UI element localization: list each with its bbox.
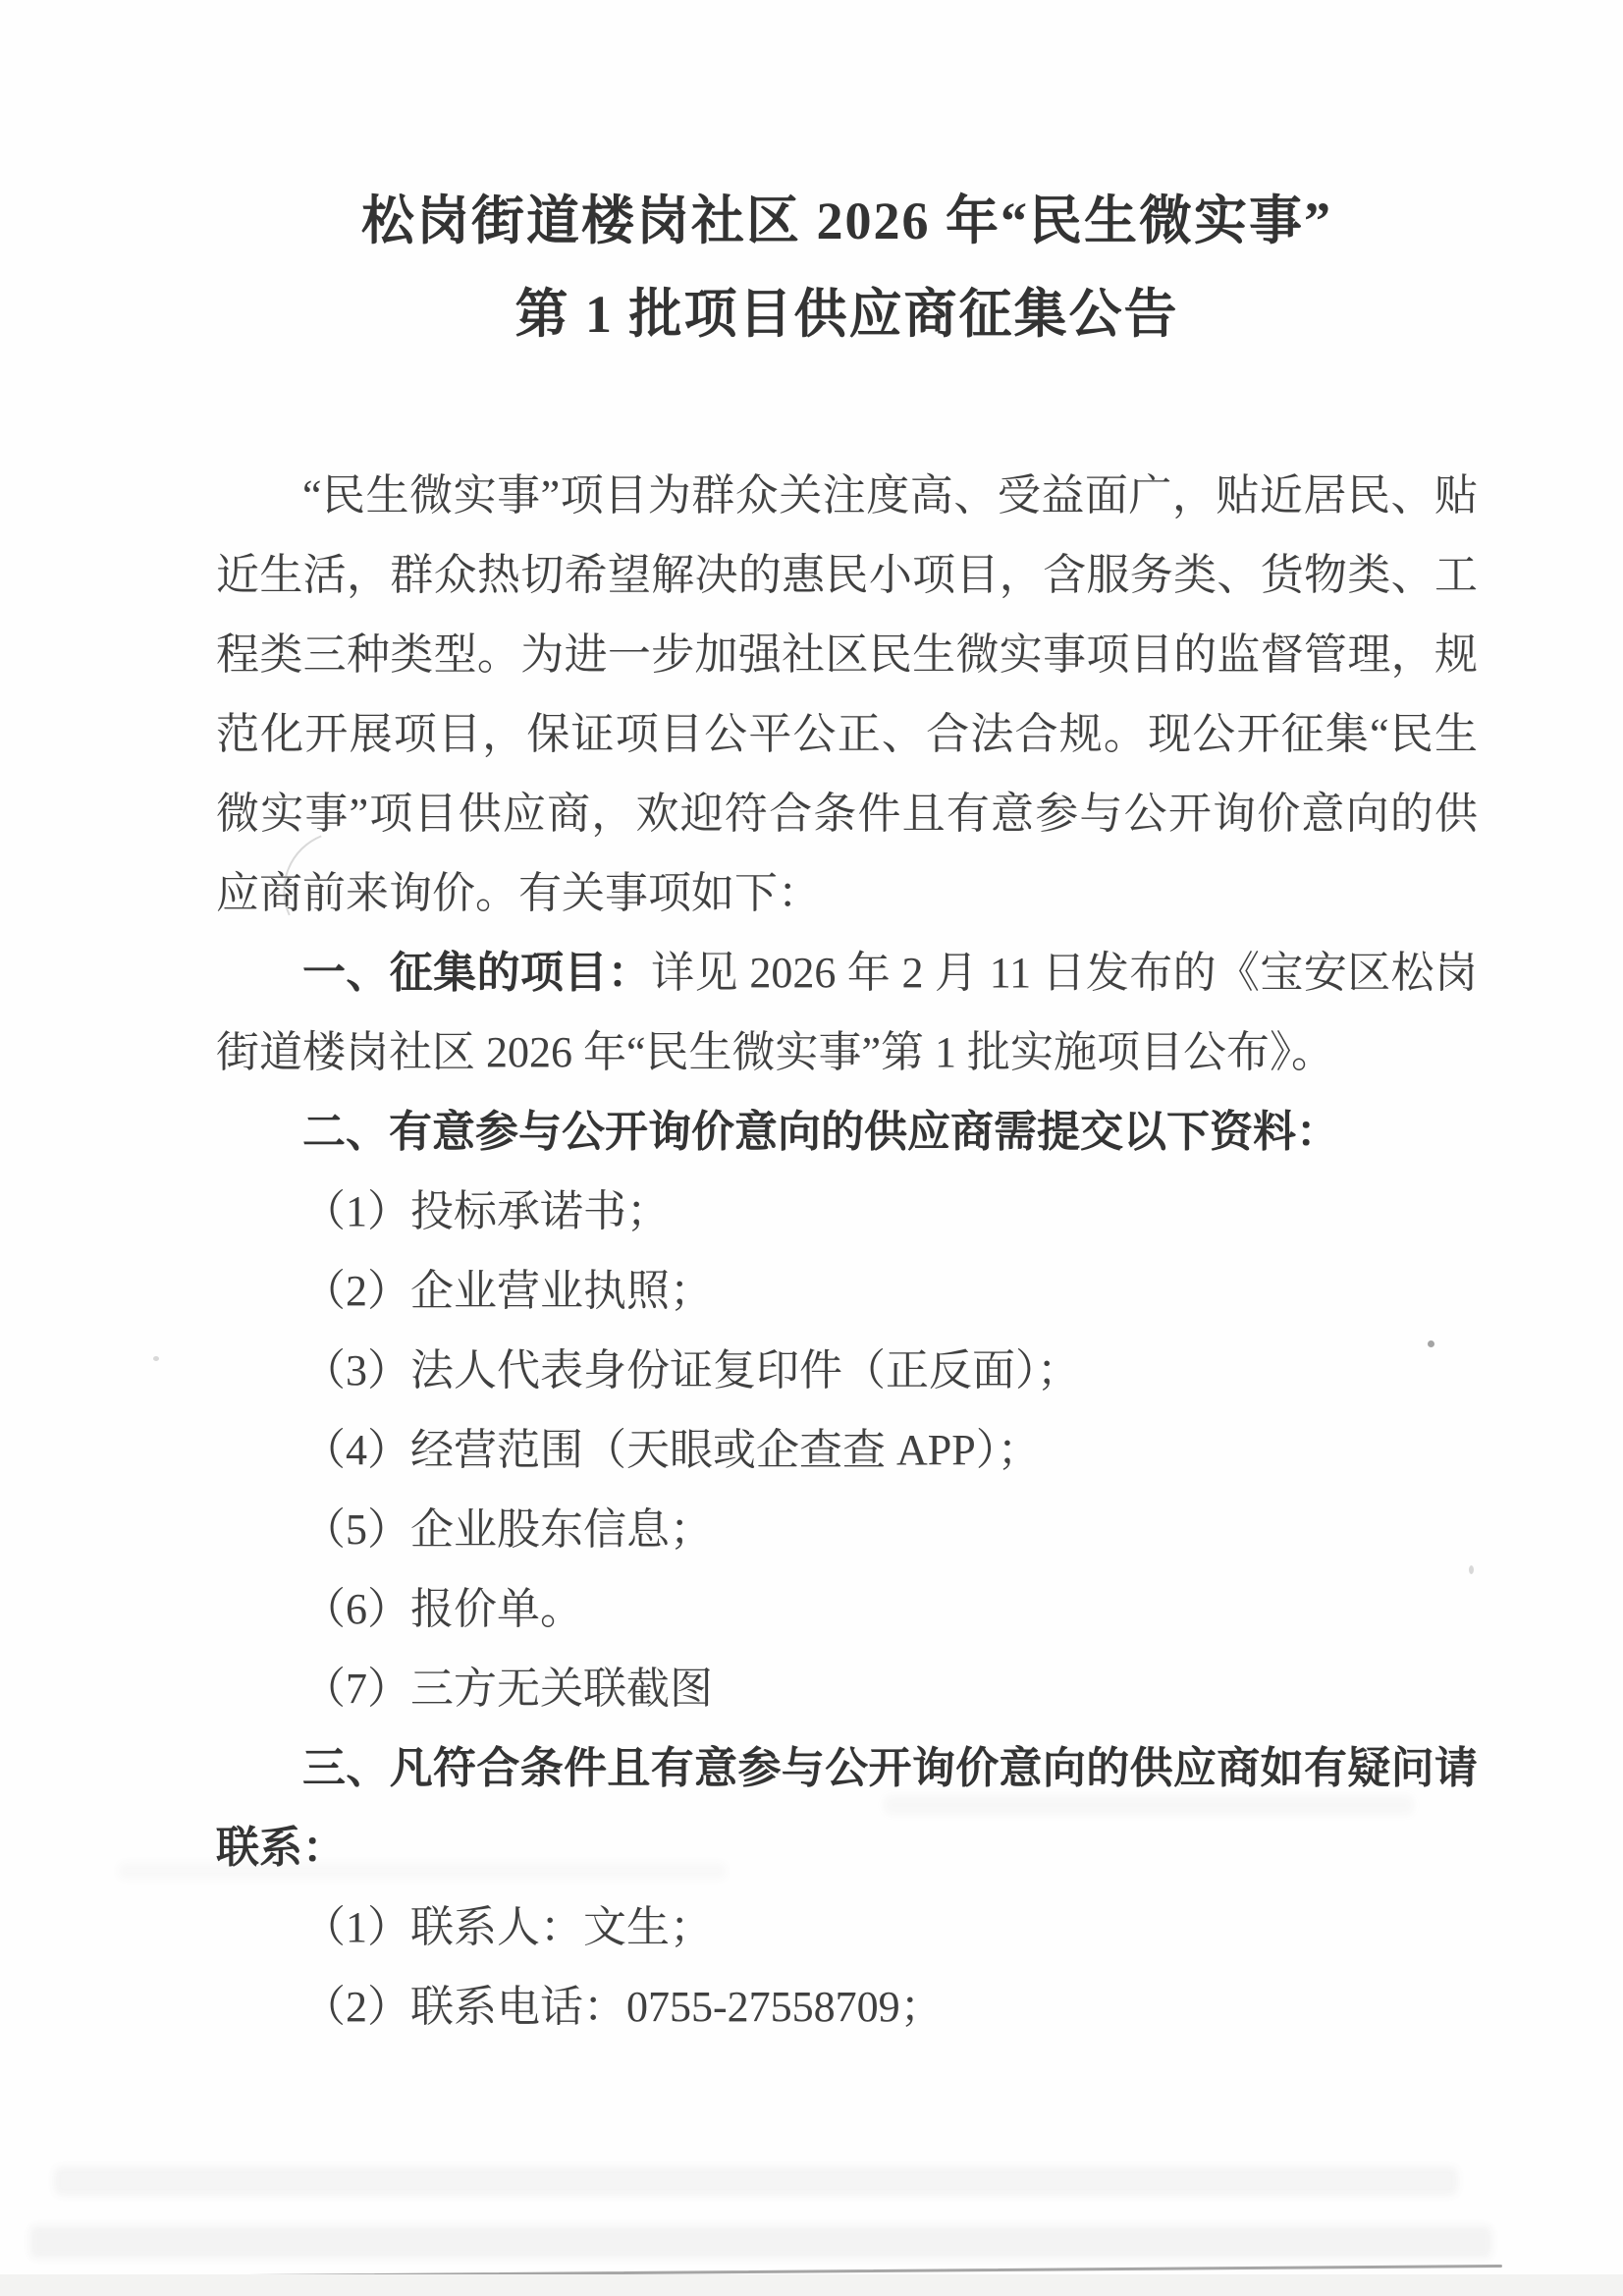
contact-phone-line: （2）联系电话：0755-27558709； <box>302 1983 944 2031</box>
document-title-line-1: 松岗街道楼岗社区 2026 年“民生微实事” <box>361 191 1332 250</box>
document-content <box>216 0 1478 2047</box>
intro-paragraph: “民生微实事”项目为群众关注度高、受益面广，贴近居民、贴近生活，群众热切希望解决的惠民小项目，含服务类、货物类、工程类三种类型。为进一步加强社区民生微实事项目的监督管理，规范化开展项目，保证项目公平公正、合法合规。现公开征集“民生微实事”项目供应商，欢迎符合条件且有意参与公开询价意向的供应商前来询价。有关事项如下： <box>216 471 1478 917</box>
requirement-item-6: （6）报价单。 <box>302 1585 583 1633</box>
scanner-background <box>0 2274 1623 2296</box>
requirement-item-1: （1）投标承诺书； <box>302 1187 670 1235</box>
section-2-heading: 二、有意参与公开询价意向的供应商需提交以下资料： <box>302 1108 1339 1156</box>
document-title-line-2: 第 1 批项目供应商征集公告 <box>514 285 1179 344</box>
scan-bleedthrough-smudge <box>29 2225 1492 2259</box>
section-1-body: 详见 2026 年 2 月 11 日发布的《宝安区松岗街道楼岗社区 2026 年“民生微实事”第 1 批实施项目公布》。 <box>216 949 1478 1076</box>
section-1-paragraph <box>216 933 1478 1092</box>
requirement-item-3: （3）法人代表身份证复印件（正反面）； <box>302 1346 1080 1394</box>
scan-speck <box>1469 1565 1474 1574</box>
document-title <box>216 0 1478 361</box>
scan-bleedthrough-smudge <box>54 2166 1458 2196</box>
scan-bleedthrough-smudge <box>884 1795 1414 1815</box>
requirement-item-7: （7）三方无关联截图 <box>302 1665 713 1713</box>
scan-bleedthrough-smudge <box>118 1862 727 1880</box>
section-1-heading: 一、征集的项目： <box>302 949 652 997</box>
scan-speck <box>153 1356 159 1361</box>
section-3-heading: 三、凡符合条件且有意参与公开询价意向的供应商如有疑问请联系： <box>216 1744 1478 1872</box>
requirement-item-4: （4）经营范围（天眼或企查查 APP）； <box>302 1426 1041 1474</box>
contact-person-line: （1）联系人：文生； <box>302 1903 713 1951</box>
requirement-item-2: （2）企业营业执照； <box>302 1267 713 1315</box>
scan-speck <box>1428 1340 1434 1347</box>
requirement-item-5: （5）企业股东信息； <box>302 1505 713 1554</box>
